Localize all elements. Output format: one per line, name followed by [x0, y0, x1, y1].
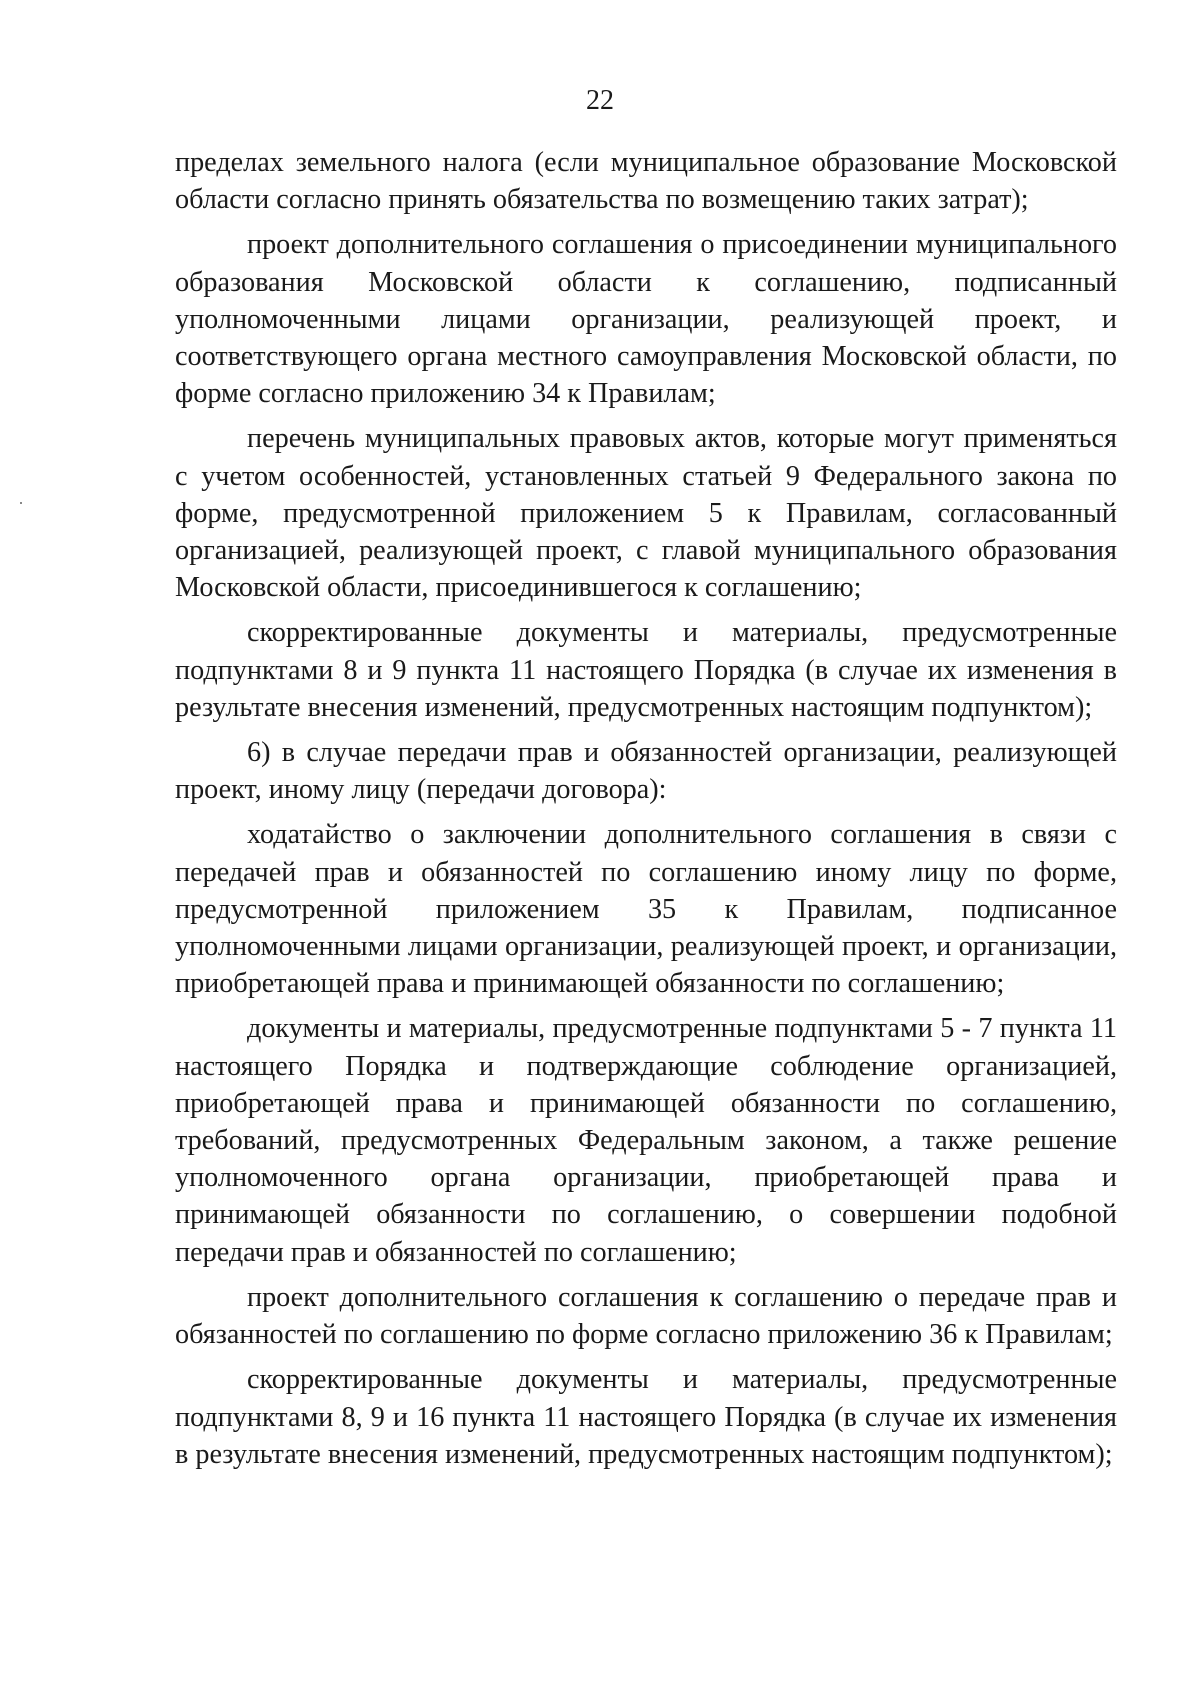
page-number: 22 [586, 85, 614, 116]
paragraph-corrected-documents-2: скорректированные документы и материалы, предусмотренные подпунктами 8, 9 и 16 пункта 11 настоящего Порядка (в случае их изменения в результате внесения изменений, предусмотренных настоящим подпунктом); [175, 1364, 1117, 1470]
paragraph-continuation: пределах земельного налога (если муниципальное образование Московской области согласно принять обязательства по возмещению таких затрат); [175, 147, 1117, 216]
document-body [175, 144, 1117, 1481]
paragraph-documents-materials: документы и материалы, предусмотренные подпунктами 5 - 7 пункта 11 настоящего Порядка и подтверждающие соблюдение организацией, приобретающей права и принимающей обязанности по соглашению, требований, предусмотренных Федеральным законом, а также решение уполномоченного органа организации, приобретающей права и принимающей обязанности по соглашению, о совершении подобной передачи прав и обязанностей по соглашению; [175, 1013, 1117, 1268]
paragraph-corrected-documents-1: скорректированные документы и материалы, предусмотренные подпунктами 8 и 9 пункта 11 настоящего Порядка (в случае их изменения в результате внесения изменений, предусмотренных настоящим подпунктом); [175, 617, 1117, 723]
scan-speck [20, 502, 22, 504]
paragraph-transfer-agreement-draft: проект дополнительного соглашения к соглашению о передаче прав и обязанностей по соглашению по форме согласно приложению 36 к Правилам; [175, 1281, 1117, 1351]
paragraph-accession-agreement-draft: проект дополнительного соглашения о присоединении муниципального образования Московской области к соглашению, подписанный уполномоченными лицами организации, реализующей проект, и соответствующего органа местного самоуправления Московской области, по форме согласно приложению 34 к Правилам; [175, 229, 1117, 410]
paragraph-petition: ходатайство о заключении дополнительного соглашения в связи с передачей прав и обязанностей по соглашению иному лицу по форме, предусмотренной приложением 35 к Правилам, подписанное уполномоченными лицами организации, реализующей проект, и организации, приобретающей права и принимающей обязанности по соглашению; [175, 819, 1117, 1000]
paragraph-item-6: 6) в случае передачи прав и обязанностей организации, реализующей проект, иному лицу (передачи договора): [175, 737, 1117, 806]
paragraph-municipal-acts-list: перечень муниципальных правовых актов, которые могут применяться с учетом особенностей, установленных статьей 9 Федерального закона по форме, предусмотренной приложением 5 к Правилам, согласованный организацией, реализующей проект, с главой муниципального образования Московской области, присоединившегося к соглашению; [175, 423, 1117, 604]
